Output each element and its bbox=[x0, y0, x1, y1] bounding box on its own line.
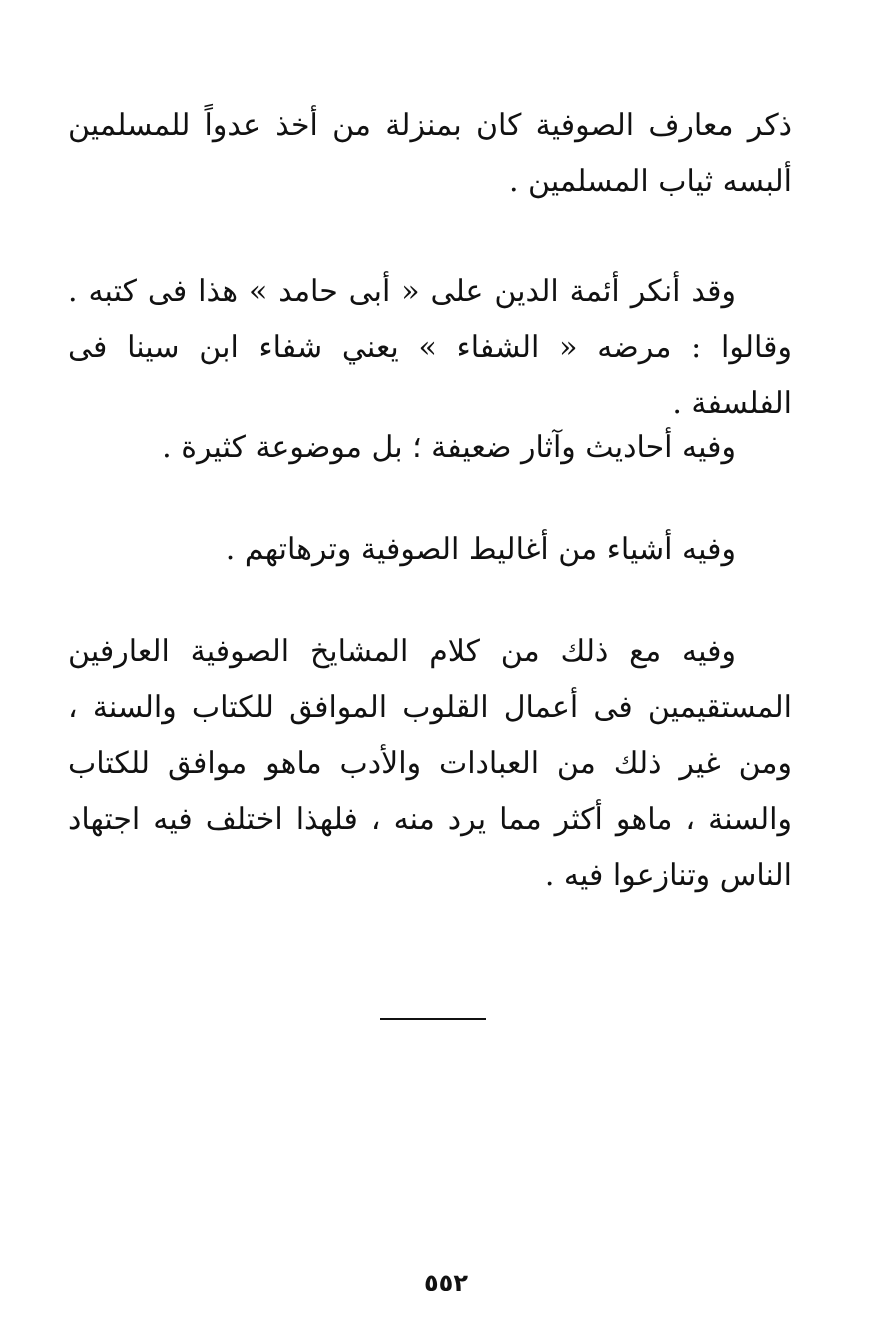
paragraph-3: وفيه أحاديث وآثار ضعيفة ؛ بل موضوعة كثيرة . bbox=[162, 430, 736, 465]
paragraph-2: وقد أنكر أئمة الدين على « أبى حامد » هذا فى كتبه . وقالوا : مرضه « الشفاء » يعني شفاء ابن سينا فى الفلسفة . bbox=[68, 274, 792, 421]
section-divider bbox=[380, 1018, 486, 1020]
page-number: ٥٥٢ bbox=[424, 1269, 468, 1297]
paragraph-5: وفيه مع ذلك من كلام المشايخ الصوفية العارفين المستقيمين فى أعمال القلوب الموافق للكتاب والسنة ، ومن غير ذلك من العبادات والأدب ماهو موافق للكتاب والسنة ، ماهو أكثر مما يرد منه ، فلهذا اختلف فيه اجتهاد الناس وتنازعوا فيه . bbox=[68, 634, 792, 893]
paragraph-4: وفيه أشياء من أغاليط الصوفية وترهاتهم . bbox=[225, 532, 736, 567]
paragraph-1: ذكر معارف الصوفية كان بمنزلة من أخذ عدواً للمسلمين ألبسه ثياب المسلمين . bbox=[68, 108, 792, 199]
